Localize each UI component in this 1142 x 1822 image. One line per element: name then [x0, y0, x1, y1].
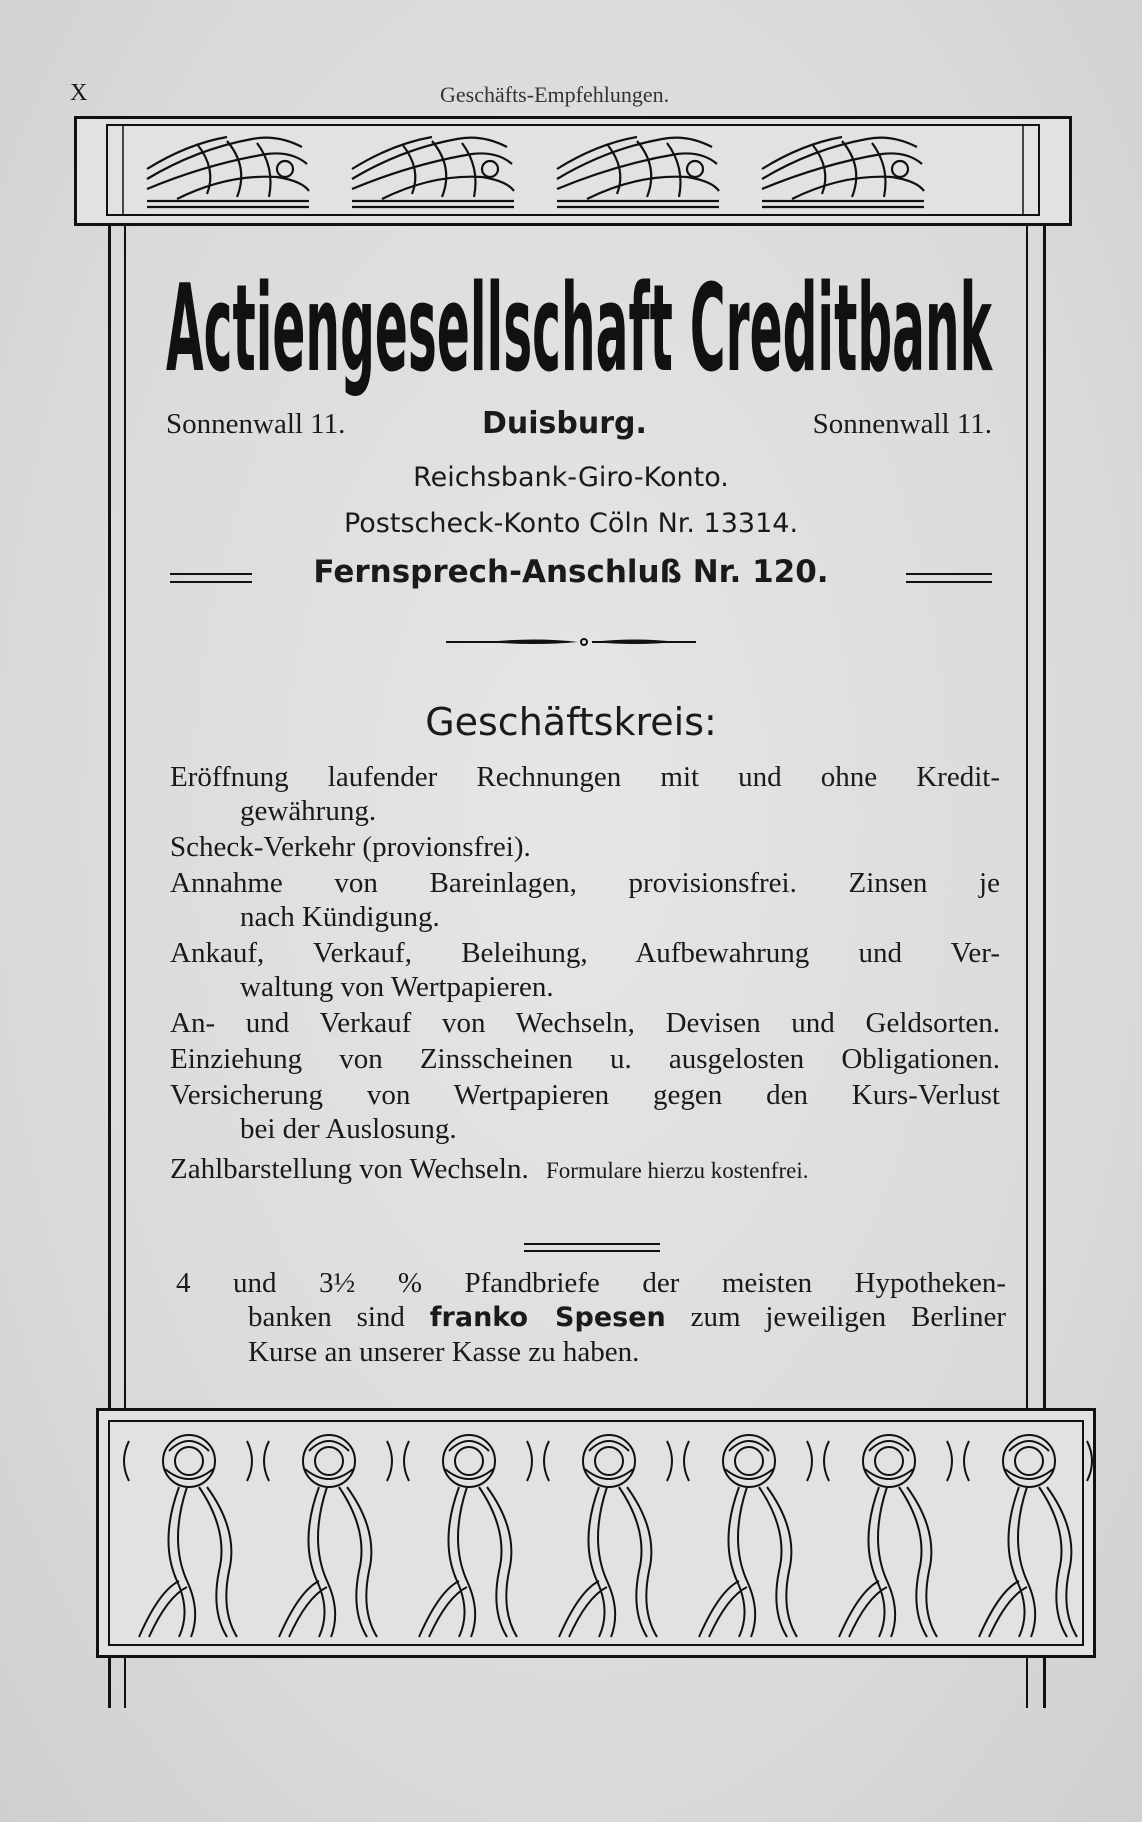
- service-item: Scheck-Verkehr (provionsfrei).: [170, 831, 531, 863]
- art-nouveau-top-ornament: [77, 119, 1069, 223]
- service-item: An- und Verkauf von Wechseln, Devisen und Geldsorten.: [170, 1007, 1000, 1039]
- service-item: Annahme von Bareinlagen, provisionsfrei. Zinsen je nach Kündigung.: [170, 867, 1000, 933]
- page-number: X: [70, 80, 88, 106]
- services-list: [170, 760, 1000, 1190]
- giro-line: Reichsbank-Giro-Konto.: [413, 462, 729, 493]
- double-rule-right: [906, 573, 992, 583]
- address-right: Sonnenwall 11.: [812, 408, 992, 440]
- short-double-rule: [524, 1243, 660, 1252]
- service-item: Eröffnung laufender Rechnungen mit und ohne Kredit- gewährung.: [170, 761, 1000, 827]
- bank-name-text: Actiengesellschaft Creditbank: [166, 260, 994, 399]
- bottom-ornament-band: [96, 1408, 1096, 1658]
- top-ornament-band: [74, 116, 1072, 226]
- service-item: Einziehung von Zinsscheinen u. ausgelosten Obligationen.: [170, 1043, 1000, 1075]
- postscheck-line: Postscheck-Konto Cöln Nr. 13314.: [343, 508, 799, 539]
- art-nouveau-bottom-ornament: [99, 1411, 1093, 1655]
- pfandbrief-paragraph: 4 und 3½ % Pfandbriefe der meisten Hypotheken- banken sind franko Spesen zum jeweiligen Berliner Kurse an unserer Kasse zu haben.: [176, 1267, 1007, 1368]
- address-row: [166, 408, 992, 448]
- double-rule-left: [170, 573, 252, 583]
- service-item: Ankauf, Verkauf, Beleihung, Aufbewahrung und Ver- waltung von Wertpapieren.: [170, 937, 1000, 1003]
- section-heading: Geschäftskreis:: [425, 700, 717, 744]
- bank-name-title: [166, 240, 996, 400]
- address-left: Sonnenwall 11.: [166, 408, 346, 440]
- service-item: Zahlbarstellung von Wechseln. Formulare hierzu kostenfrei.: [170, 1153, 809, 1185]
- phone-line: Fernsprech-Anschluß Nr. 120.: [313, 554, 829, 590]
- city-name: Duisburg.: [482, 406, 647, 441]
- ornamental-separator: [446, 634, 726, 650]
- service-item: Versicherung von Wertpapieren gegen den Kurs-Verlust bei der Auslosung.: [170, 1079, 1000, 1145]
- running-title: Geschäfts-Empfehlungen.: [440, 82, 670, 107]
